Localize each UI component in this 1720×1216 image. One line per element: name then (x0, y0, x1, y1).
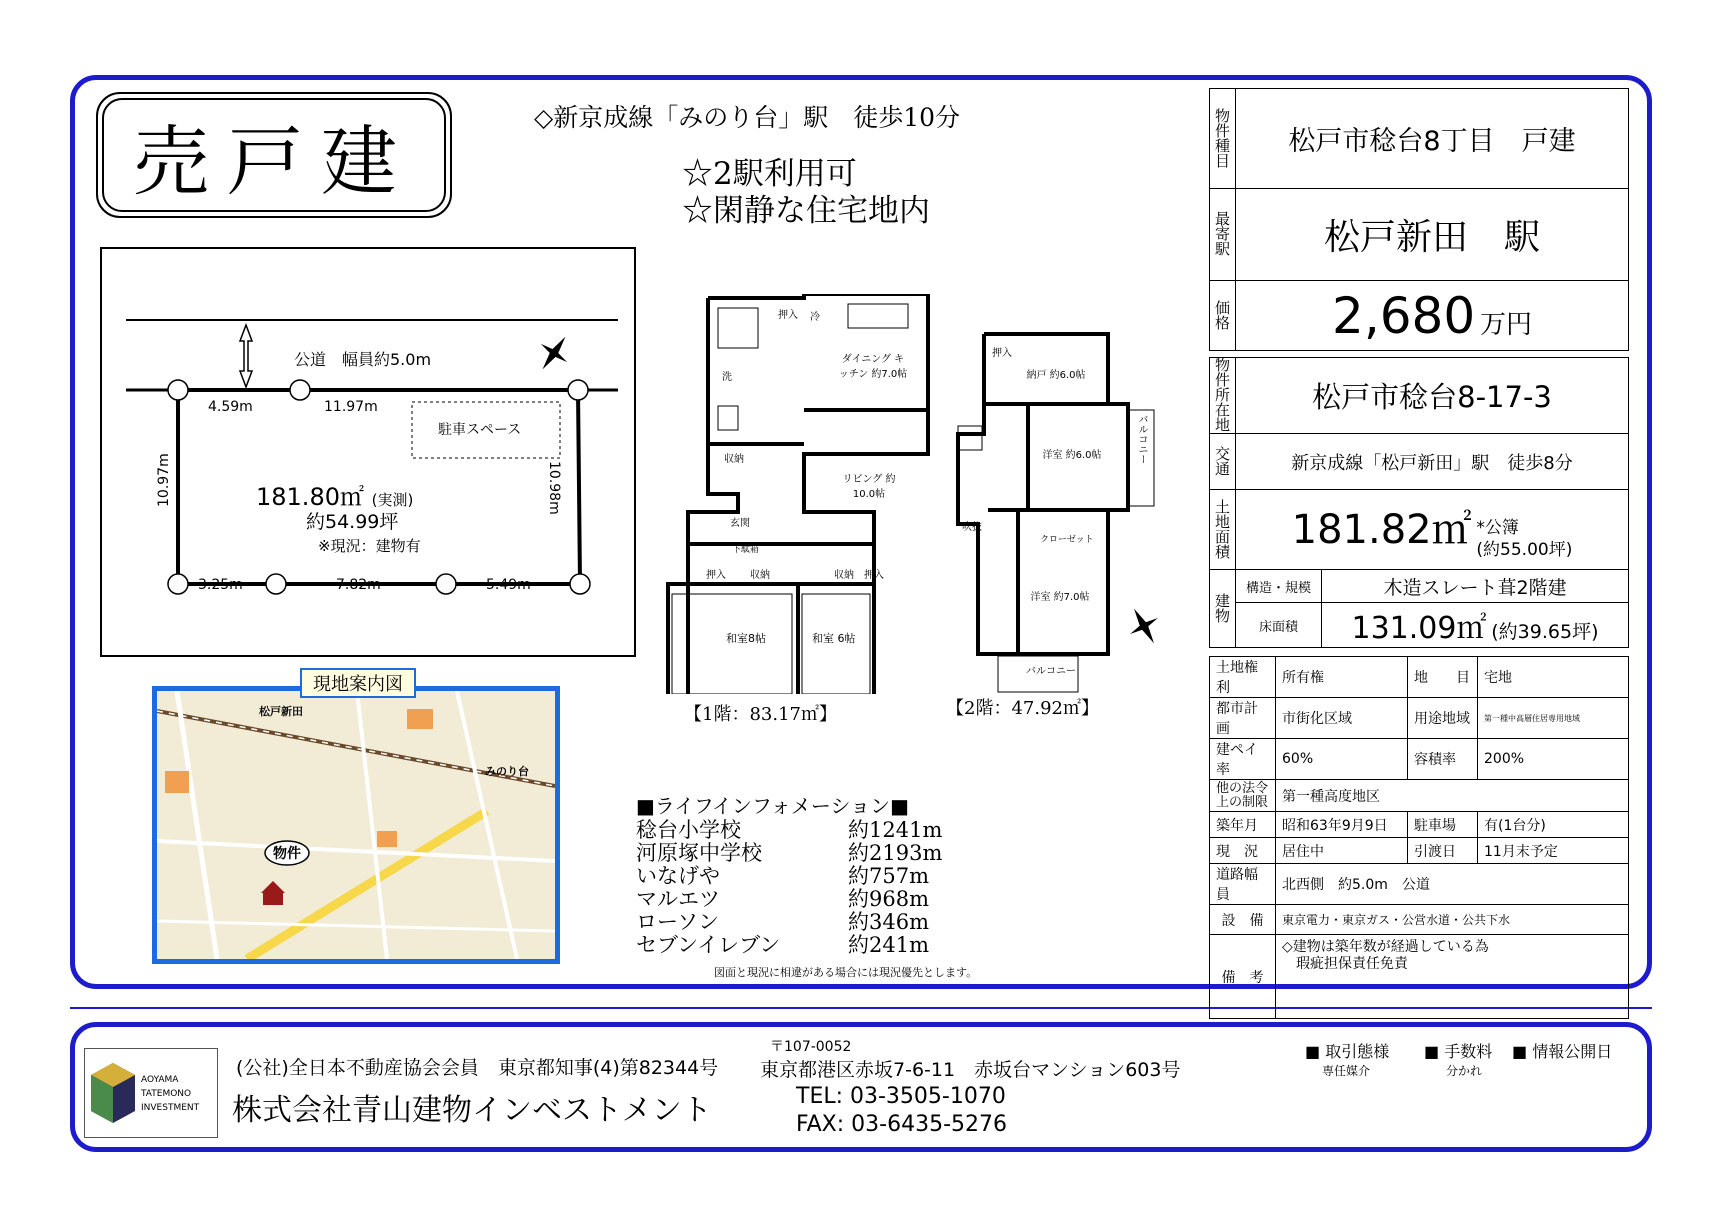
spec-remarks-label: 備 考 (1210, 935, 1276, 1019)
spec-floor-note: (約39.65坪) (1491, 621, 1599, 643)
life-info-heading: ■ライフインフォメーション■ (636, 794, 909, 818)
spec-row-label: 駐車場 (1408, 812, 1478, 838)
fax: FAX: 03-6435-5276 (796, 1112, 1008, 1137)
list-item-dist: 約1241m (848, 818, 943, 842)
spec-row-value: 200% (1478, 739, 1629, 780)
lot-area-tsubo: 約54.99坪 (306, 511, 399, 533)
list-item: マルエツ (636, 887, 720, 911)
spec-row-value: 居住中 (1276, 838, 1408, 864)
spec-row-label: 築年月 (1210, 812, 1276, 838)
list-item: ローソン (636, 910, 720, 934)
lot-diagram (100, 247, 636, 657)
spec-price-unit: 万円 (1479, 309, 1532, 340)
map-title: 現地案内図 (300, 668, 416, 698)
spec-floor-label: 床面積 (1236, 603, 1322, 648)
feature-1: ☆2駅利用可 (682, 156, 857, 192)
room-yoshitsu6: 洋室 約6.0帖 (1042, 450, 1102, 461)
spec-row-value: 宅地 (1478, 657, 1629, 698)
parking-label: 駐車スペース (438, 422, 522, 438)
spec-row-value: 11月末予定 (1478, 838, 1629, 864)
room-oshiire-1: 押入 (778, 310, 798, 321)
spec-row-value: 所有権 (1276, 657, 1408, 698)
spec-land (1236, 490, 1629, 570)
room-shuno-3: 収納 (834, 570, 854, 581)
page-title: 売戸建 (102, 98, 446, 212)
list-item-dist: 約757m (848, 864, 929, 888)
spec-row-value: 市街化区域 (1276, 698, 1408, 739)
list-item: いなげや (636, 864, 720, 888)
spec-transport-label: 交通 (1210, 434, 1236, 490)
spec-address-label: 物件所在地 (1210, 358, 1236, 434)
spec-row-label: 地 目 (1408, 657, 1478, 698)
spec-row-label: 建ペイ率 (1210, 739, 1276, 780)
fee-value: 分かれ (1446, 1064, 1483, 1078)
info-date-label: ■ 情報公開日 (1512, 1042, 1613, 1061)
spec-address-value: 松戸市稔台8-17-3 (1236, 358, 1629, 434)
company-address: 東京都港区赤坂7-6-11 赤坂台マンション603号 (760, 1059, 1181, 1081)
room-oshiire-3: 押入 (864, 570, 884, 581)
logo-text: AOYAMA TATEMONO INVESTMENT (141, 1075, 200, 1113)
spec-price-value: 2,680 (1332, 286, 1476, 345)
logo-mark (91, 1063, 135, 1123)
spec-row-value: 有(1台分) (1478, 812, 1629, 838)
list-item-dist: 約2193m (848, 841, 943, 865)
spec-type-value: 松戸市稔台8丁目 戸建 (1236, 89, 1629, 189)
room-genkan: 玄関 (730, 518, 750, 529)
room-oshiire-4: 押入 (992, 348, 1012, 359)
deal-label: ■ 取引態様 (1305, 1042, 1390, 1061)
room-yoshitsu7: 洋室 約7.0帖 (1030, 592, 1090, 603)
spec-remarks-1: ◇建物は築年数が経過している為 (1282, 939, 1489, 955)
dim-top-left: 4.59m (208, 399, 253, 415)
floor2-caption: 【2階：47.92㎡】 (946, 698, 1099, 719)
map-drawing (157, 691, 555, 959)
spec-building-label: 建物 (1210, 570, 1236, 648)
deal-value: 専任媒介 (1322, 1064, 1371, 1078)
disclaimer: 図面と現況に相違がある場合には現況優先とします。 (714, 966, 978, 979)
list-item: セブンイレブン (636, 933, 781, 957)
spec-row-value: 60% (1276, 739, 1408, 780)
spec-row-label: 都市計画 (1210, 698, 1276, 739)
room-oshiire-2: 押入 (706, 570, 726, 581)
dim-left: 10.97m (156, 453, 172, 507)
room-rei: 冷 (810, 312, 820, 323)
company-name: 株式会社青山建物インベストメント (232, 1093, 712, 1128)
spec-transport-value: 新京成線「松戸新田」駅 徒歩8分 (1236, 434, 1629, 490)
lot-drawing (102, 249, 638, 659)
dim-bottom-2: 7.82m (336, 577, 381, 593)
tel: TEL: 03-3505-1070 (796, 1084, 1006, 1109)
lot-area-note: (実測) (371, 491, 414, 509)
room-washitsu6: 和室 6帖 (812, 632, 856, 645)
spec-row-value: 第一種中高層住居専用地域 (1478, 698, 1629, 739)
room-nando: 納戸 約6.0帖 (1026, 370, 1086, 381)
room-gedabako: 下駄箱 (732, 545, 760, 555)
lot-status: ※現況：建物有 (318, 537, 421, 555)
spec-structure-label: 構造・規模 (1236, 570, 1322, 603)
feature-2: ☆閑静な住宅地内 (682, 193, 930, 229)
spec-table-top (1209, 88, 1629, 351)
spec-land-value: 181.82㎡ (1291, 507, 1472, 554)
room-shuno-2: 収納 (750, 570, 770, 581)
spec-row-label: 現 況 (1210, 838, 1276, 864)
spec-row-label: 土地権利 (1210, 657, 1276, 698)
spec-facility-value: 東京電力・東京ガス・公営水道・公共下水 (1276, 905, 1629, 935)
room-balcony-2: バルコニー (1026, 666, 1076, 677)
room-closet-1: クローゼット (1040, 535, 1094, 545)
spec-remarks-2: 瑕疵担保責任免責 (1282, 956, 1408, 972)
dim-right: 10.98m (546, 461, 562, 515)
company-logo (84, 1048, 218, 1138)
list-item-dist: 約241m (848, 933, 929, 957)
spec-row-value: 昭和63年9月9日 (1276, 812, 1408, 838)
spec-price (1236, 281, 1629, 351)
dim-bottom-1: 3.25m (198, 577, 243, 593)
spec-row-label: 容積率 (1408, 739, 1478, 780)
spec-remarks (1276, 935, 1629, 1019)
list-item-dist: 約968m (848, 887, 929, 911)
spec-legal-value: 第一種高度地区 (1276, 780, 1629, 812)
list-item-dist: 約346m (848, 910, 929, 934)
association-member: (公社)全日本不動産協会会員 東京都知事(4)第82344号 (236, 1057, 719, 1079)
room-fukinuke: 吹抜 (962, 522, 982, 533)
map-property-label: 物件 (273, 846, 301, 862)
spec-floor-value: 131.09㎡ (1351, 611, 1487, 646)
dim-bottom-3: 5.49m (486, 577, 531, 593)
spec-land-label: 土地面積 (1210, 490, 1236, 570)
zip-code: 〒107-0052 (770, 1039, 852, 1055)
spec-row-label: 用途地域 (1408, 698, 1478, 739)
spec-structure-value: 木造スレート葺2階建 (1322, 570, 1629, 603)
dim-top-right: 11.97m (324, 399, 378, 415)
room-shuno-1: 収納 (724, 454, 744, 465)
floor-plan (658, 294, 1178, 725)
road-label: 公道 幅員約5.0m (294, 350, 432, 369)
spec-station-value: 松戸新田 駅 (1236, 189, 1629, 281)
map-station-1: 松戸新田 (259, 705, 303, 718)
floor1-caption: 【1階：83.17㎡】 (684, 704, 837, 725)
list-item: 河原塚中学校 (636, 841, 762, 865)
fee-label: ■ 手数料 (1424, 1042, 1493, 1061)
spec-table-detail (1209, 656, 1629, 1019)
spec-land-note2: (約55.00坪) (1476, 539, 1573, 560)
spec-road-label: 道路幅員 (1210, 864, 1276, 905)
area-map (152, 686, 560, 964)
room-balcony-1: バルコニー (1136, 414, 1147, 464)
spec-facility-label: 設 備 (1210, 905, 1276, 935)
map-station-2: みのり台 (485, 765, 529, 778)
spec-type-label: 物件種目 (1210, 89, 1236, 189)
spec-road-value: 北西側 約5.0m 公道 (1276, 864, 1629, 905)
spec-table-main (1209, 357, 1629, 648)
room-dining: ダイニング キッチン 約7.0帖 (838, 354, 908, 380)
spec-row-label: 引渡日 (1408, 838, 1478, 864)
spec-floor (1322, 603, 1629, 648)
list-item: 稔台小学校 (636, 818, 741, 842)
access-text: ◇新京成線「みのり台」駅 徒歩10分 (534, 103, 961, 132)
spec-station-label: 最寄駅 (1210, 189, 1236, 281)
spec-price-label: 価格 (1210, 281, 1236, 351)
spec-land-note1: *公簿 (1476, 517, 1519, 538)
spec-legal-label: 他の法令上の制限 (1210, 780, 1276, 812)
room-washitsu8: 和室8帖 (726, 632, 766, 645)
room-living: リビング 約10.0帖 (842, 474, 896, 500)
room-wash: 洗 (722, 372, 732, 383)
lot-area-m2: 181.80㎡ (256, 483, 364, 511)
